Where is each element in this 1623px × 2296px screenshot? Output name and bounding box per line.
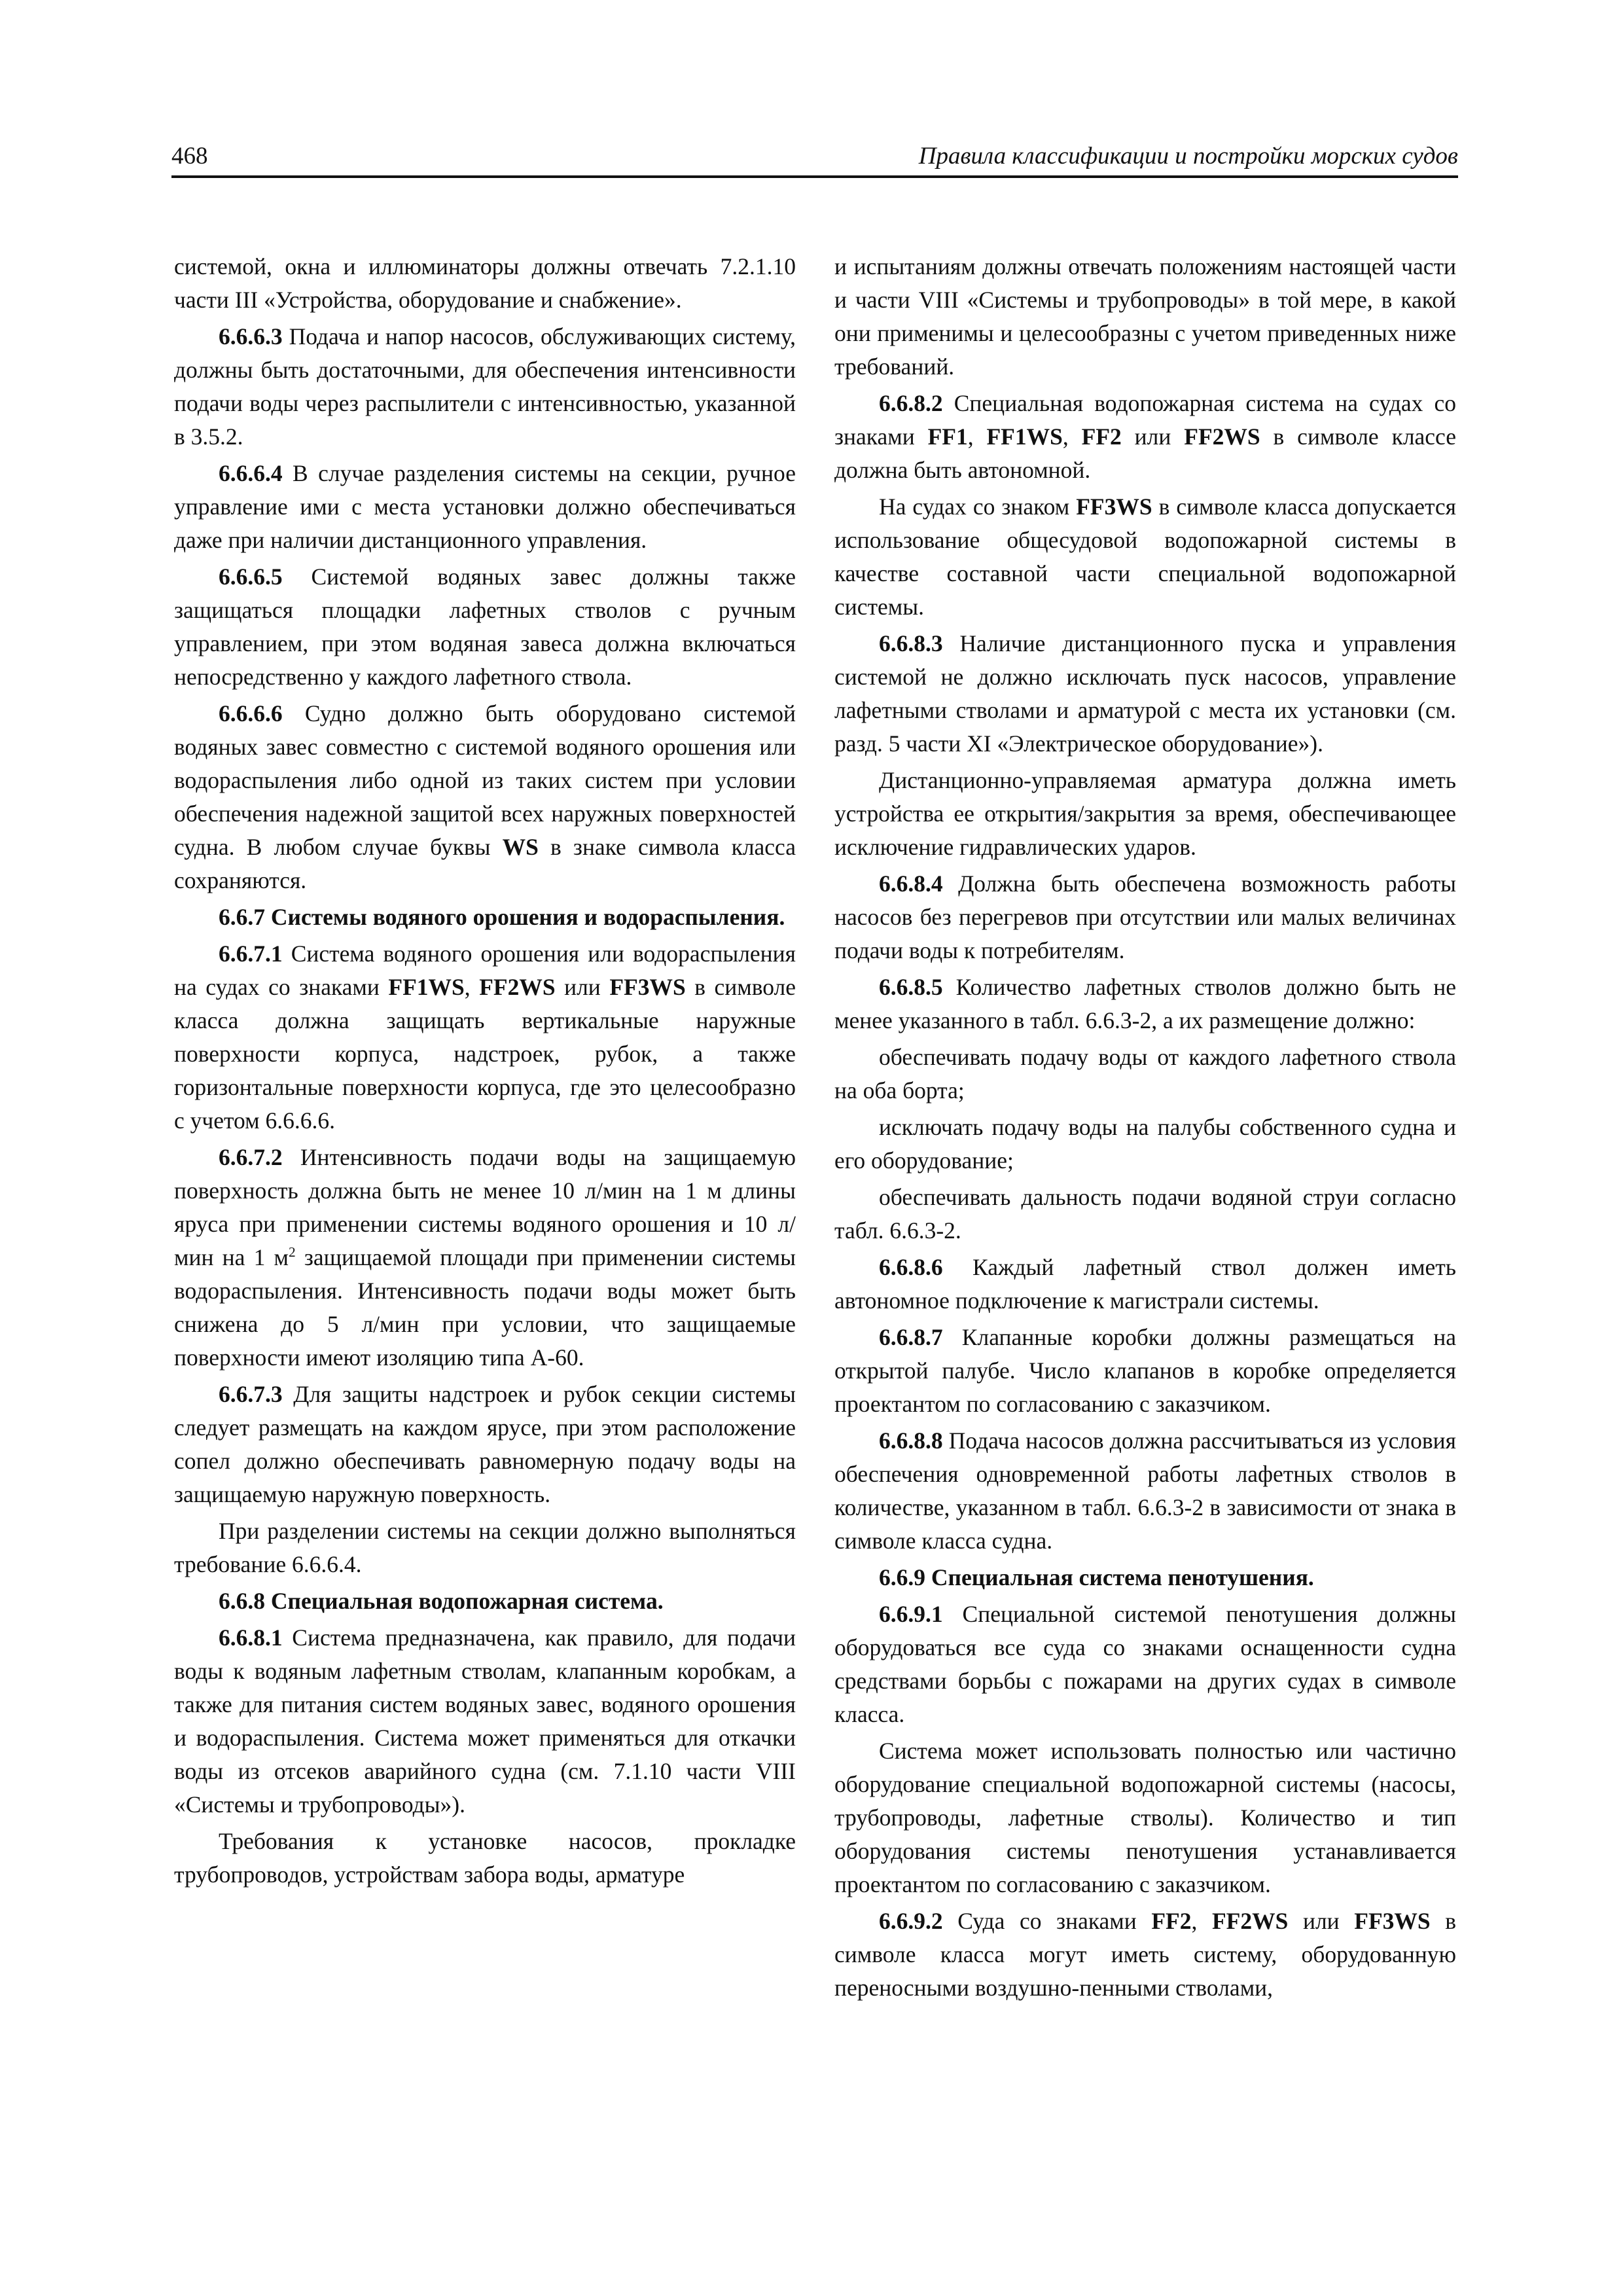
clause-6-6-7-3: 6.6.7.3 Для защиты надстроек и рубок секции системы следует размещать на каждом ярусе, при этом расположение сопел должно обеспечивать равномерную подачу воды на защищаемую наружную поверхность.	[174, 1381, 796, 1507]
clause-6-6-8-2: 6.6.8.2 Специальная водопожарная система на судах со знаками FF1, FF1WS, FF2 или FF2WS в символе классе должна быть автономной.	[834, 390, 1456, 483]
clause-6-6-8-5: 6.6.8.5 Количество лафетных стволов должно быть не менее указанного в табл. 6.6.3-2, а их размещение должно:	[834, 974, 1456, 1033]
clause-6-6-9-1: 6.6.9.1 Специальной системой пенотушения должны оборудоваться все суда со знаками оснащенности судна средствами борьбы с пожарами на других судах в символе класса.	[834, 1601, 1456, 1727]
clause-6-6-8-6: 6.6.8.6 Каждый лафетный ствол должен иметь автономное подключение к магистрали системы.	[834, 1254, 1456, 1314]
paragraph: и испытаниям должны отвечать положениям настоящей части и части VIII «Системы и трубопроводы» в той мере, в какой они применимы и целесообразны с учетом приведенных ниже требований.	[834, 253, 1456, 380]
clause-6-6-6-3: 6.6.6.3 Подача и напор насосов, обслуживающих систему, должны быть достаточными, для обеспечения интенсивности подачи воды через распылители с интенсивностью, указанной в 3.5.2.	[174, 323, 796, 450]
clause-6-6-6-5: 6.6.6.5 Системой водяных завес должны также защищаться площадки лафетных стволов с ручным управлением, при этом водяная завеса должна включаться непосредственно у каждого лафетного ствола.	[174, 564, 796, 690]
clause-6-6-8-4: 6.6.8.4 Должна быть обеспечена возможность работы насосов без перегревов при отсутствии или малых величинах подачи воды к потребителям.	[834, 870, 1456, 963]
paragraph: Требования к установке насосов, прокладке трубопроводов, устройствам забора воды, арматуре	[174, 1828, 796, 1888]
list-item: обеспечивать дальность подачи водяной струи согласно табл. 6.6.3-2.	[834, 1184, 1456, 1244]
paragraph: Система может использовать полностью или частично оборудование специальной водопожарной системы (насосы, трубопроводы, лафетные стволы). Количество и тип оборудования системы пенотушения устанавливается проектантом по согласованию с заказчиком.	[834, 1738, 1456, 1897]
clause-6-6-6-6: 6.6.6.6 Судно должно быть оборудовано системой водяных завес совместно с системой водяного орошения или водораспыления либо одной из таких систем при условии обеспечения надежной защитой всех наружных поверхностей судна. В любом случае буквы WS в знаке символа класса сохраняются.	[174, 700, 796, 893]
clause-6-6-8-7: 6.6.8.7 Клапанные коробки должны размещаться на открытой палубе. Число клапанов в коробке определяется проектантом по согласованию с заказчиком.	[834, 1324, 1456, 1417]
clause-6-6-7-2: 6.6.7.2 Интенсивность подачи воды на защищаемую поверхность должна быть не менее 10 л/мин на 1 м длины яруса при применении системы водяного орошения и 10 л/мин на 1 $м^2$ защищаемой площади при применении системы водораспыления. Интенсивность подачи воды может быть снижена до 5 л/мин при условии, что защищаемые поверхности имеют изоляцию типа А-60.	[174, 1144, 796, 1371]
clause-6-6-6-4: 6.6.6.4 В случае разделения системы на секции, ручное управление ими с места установки должно обеспечиваться даже при наличии дистанционного управления.	[174, 460, 796, 553]
section-heading-6-6-7: 6.6.7 Системы водяного орошения и водораспыления.	[219, 904, 785, 930]
running-title: Правила классификации и постройки морских судов	[918, 143, 1458, 170]
paragraph: системой, окна и иллюминаторы должны отвечать 7.2.1.10 части III «Устройства, оборудование и снабжение».	[174, 253, 796, 313]
page-number: 468	[171, 143, 208, 170]
section-heading-6-6-9: 6.6.9 Специальная система пенотушения.	[879, 1564, 1314, 1590]
left-column	[174, 250, 796, 1895]
clause-6-6-8-8: 6.6.8.8 Подача насосов должна рассчитываться из условия обеспечения одновременной работы лафетных стволов в количестве, указанном в табл. 6.6.3-2 в зависимости от знака в символе класса судна.	[834, 1427, 1456, 1554]
list-item: исключать подачу воды на палубы собственного судна и его оборудование;	[834, 1114, 1456, 1174]
paragraph: При разделении системы на секции должно выполняться требование 6.6.6.4.	[174, 1518, 796, 1577]
page-header	[171, 137, 1458, 178]
clause-6-6-8-3: 6.6.8.3 Наличие дистанционного пуска и управления системой не должно исключать пуск насосов, управление лафетными стволами и арматурой с места их установки (см. разд. 5 части XI «Электрическое оборудование»).	[834, 630, 1456, 757]
paragraph: На судах со знаком FF3WS в символе класса допускается использование общесудовой водопожарной системы в качестве составной части специальной водопожарной системы.	[834, 493, 1456, 620]
right-column	[834, 250, 1456, 2008]
clause-6-6-9-2: 6.6.9.2 Суда со знаками FF2, FF2WS или FF3WS в символе класса могут иметь систему, оборудованную переносными воздушно-пенными стволами,	[834, 1908, 1457, 2001]
list-item: обеспечивать подачу воды от каждого лафетного ствола на оба борта;	[834, 1044, 1456, 1103]
clause-6-6-7-1: 6.6.7.1 Система водяного орошения или водораспыления на судах со знаками FF1WS, FF2WS или FF3WS в символе класса должна защищать вертикальные наружные поверхности корпуса, надстроек, рубок, а также горизонтальные поверхности корпуса, где это целесообразно с учетом 6.6.6.6.	[174, 941, 796, 1134]
clause-6-6-8-1: 6.6.8.1 Система предназначена, как правило, для подачи воды к водяным лафетным стволам, клапанным коробкам, а также для питания систем водяных завес, водяного орошения и водораспыления. Система может применяться для откачки воды из отсеков аварийного судна (см. 7.1.10 части VIII «Системы и трубопроводы»).	[174, 1624, 796, 1818]
paragraph: Дистанционно-управляемая арматура должна иметь устройства ее открытия/закрытия за время, обеспечивающее исключение гидравлических ударов.	[834, 767, 1456, 860]
section-heading-6-6-8: 6.6.8 Специальная водопожарная система.	[219, 1588, 664, 1614]
